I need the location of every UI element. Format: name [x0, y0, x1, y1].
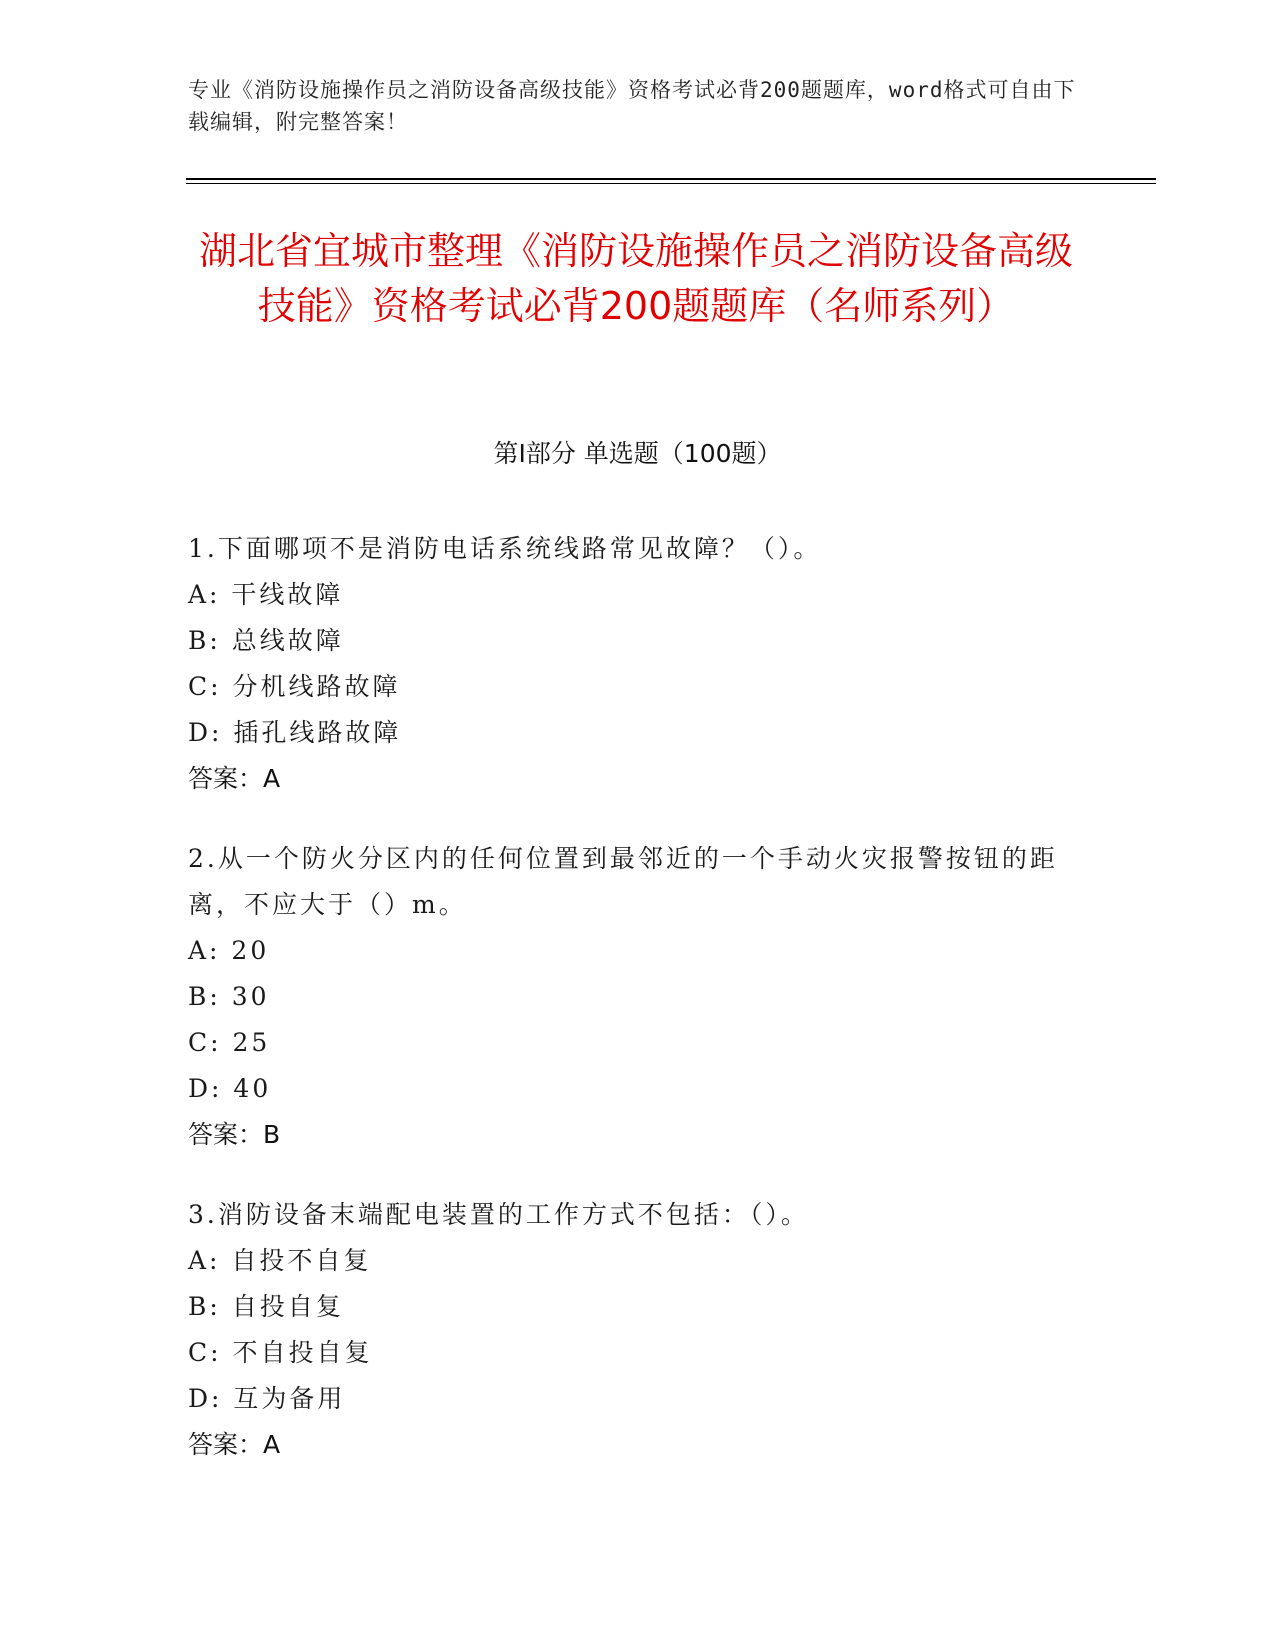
answer: 答案：B: [188, 1120, 281, 1149]
option-b: B: 总线故障: [188, 626, 344, 655]
question-stem: 2.从一个防火分区内的任何位置到最邻近的一个手动火灾报警按钮的距离，不应大于（）m。: [188, 844, 1058, 919]
option-c: C: 25: [188, 1028, 271, 1057]
option-c: C: 不自投自复: [188, 1338, 373, 1367]
answer: 答案：A: [188, 1430, 281, 1459]
option-a: A: 自投不自复: [188, 1246, 372, 1275]
header-divider-thick: [186, 178, 1156, 180]
option-c: C: 分机线路故障: [188, 672, 401, 701]
option-b: B: 自投自复: [188, 1292, 344, 1321]
section-heading: 第I部分 单选题（100题）: [493, 439, 782, 468]
option-b: B: 30: [188, 982, 270, 1011]
question-stem: 1.下面哪项不是消防电话系统线路常见故障？（）。: [188, 534, 822, 563]
document-title: 湖北省宜城市整理《消防设施操作员之消防设备高级技能》资格考试必背200题题库（名师系列）: [198, 229, 1073, 328]
question-2: [188, 836, 1068, 1158]
question-3: [188, 1192, 1068, 1468]
question-list: [188, 526, 1068, 1502]
answer: 答案：A: [188, 764, 281, 793]
option-d: D: 插孔线路故障: [188, 718, 402, 747]
option-a: A: 20: [188, 936, 270, 965]
header-note: 专业《消防设施操作员之消防设备高级技能》资格考试必背200题题库，word格式可自由下载编辑，附完整答案！: [188, 78, 1076, 134]
option-d: D: 互为备用: [188, 1384, 346, 1413]
header-divider-thin: [186, 183, 1156, 184]
question-stem: 3.消防设备末端配电装置的工作方式不包括：（）。: [188, 1200, 809, 1229]
option-d: D: 40: [188, 1074, 272, 1103]
option-a: A: 干线故障: [188, 580, 344, 609]
question-1: [188, 526, 1068, 802]
